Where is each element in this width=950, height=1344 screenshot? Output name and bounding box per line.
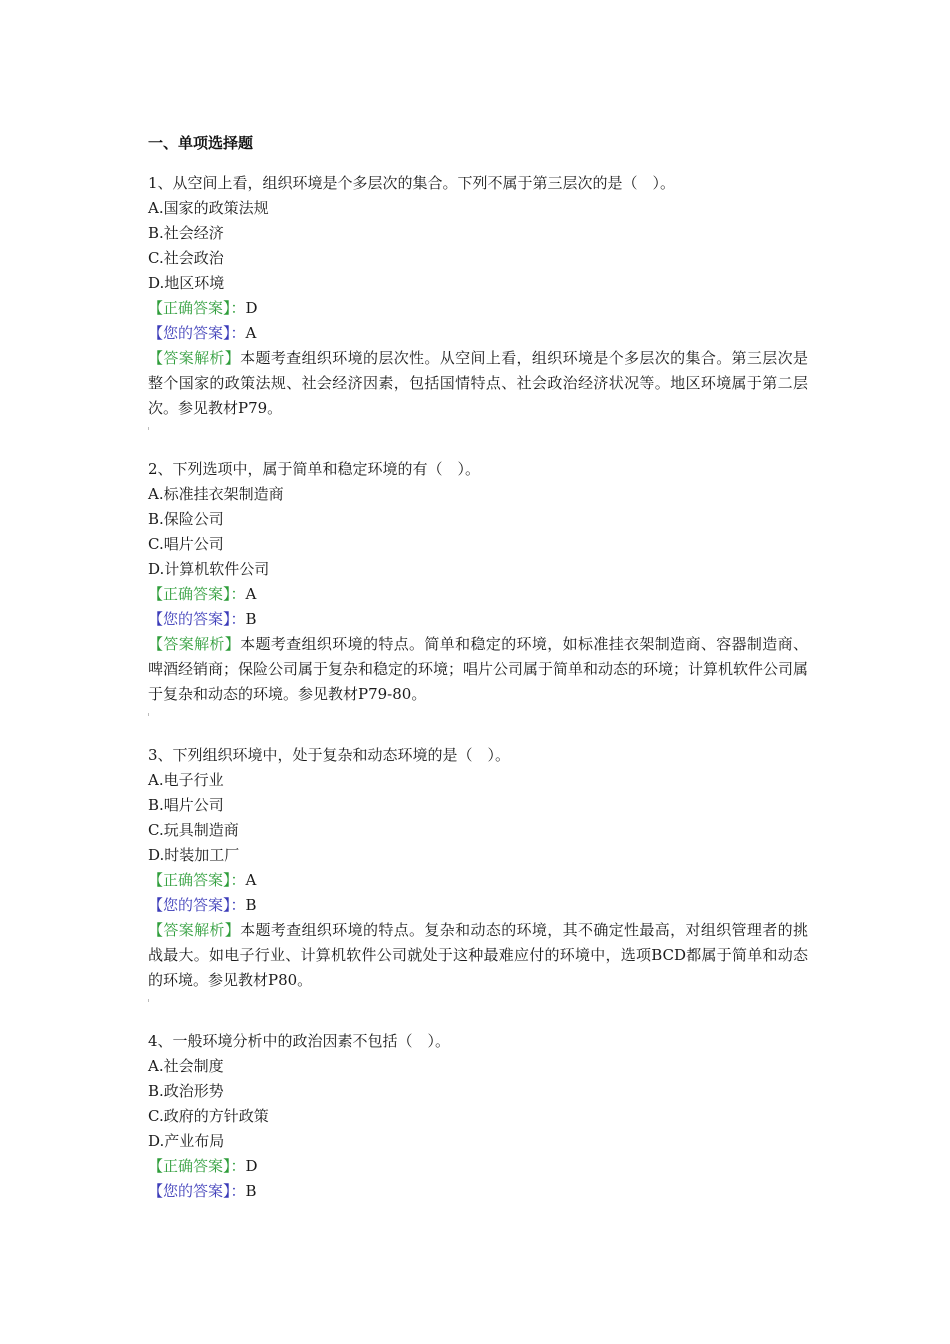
option-d: D.计算机软件公司 — [148, 560, 270, 578]
option-c: C.玩具制造商 — [148, 821, 239, 839]
question-stem: 2、下列选项中，属于简单和稳定环境的有（ ）。 — [148, 460, 481, 478]
your-answer-value: A — [245, 324, 257, 342]
colon: ： — [230, 871, 246, 889]
question-1 — [148, 171, 808, 457]
your-answer-row — [148, 321, 808, 346]
divider-mark — [148, 707, 808, 743]
question-stem: 4、一般环境分析中的政治因素不包括（ ）。 — [148, 1032, 451, 1050]
answer-analysis — [148, 918, 808, 993]
correct-answer-row — [148, 1154, 808, 1179]
answer-analysis — [148, 346, 808, 421]
colon: ： — [230, 299, 246, 317]
analysis-text: 本题考查组织环境的特点。复杂和动态的环境，其不确定性最高，对组织管理者的挑战最大。如电子行业、计算机软件公司就处于这种最难应付的环境中，选项BCD都属于简单和动态的环境。参见教材P80。 — [148, 921, 808, 989]
colon: ： — [230, 610, 246, 628]
colon: ： — [230, 1157, 246, 1175]
correct-answer-value: D — [245, 1157, 258, 1175]
option-d: D.时装加工厂 — [148, 846, 240, 864]
answer-analysis — [148, 632, 808, 707]
your-answer-label: 【您的答案】 — [148, 1182, 231, 1200]
analysis-label: 【答案解析】 — [148, 921, 241, 939]
correct-answer-row — [148, 582, 808, 607]
question-stem: 1、从空间上看，组织环境是个多层次的集合。下列不属于第三层次的是（ ）。 — [148, 174, 676, 192]
option-d: D.地区环境 — [148, 274, 225, 292]
correct-answer-row — [148, 296, 808, 321]
colon: ： — [230, 585, 246, 603]
colon: ： — [230, 324, 246, 342]
correct-answer-row — [148, 868, 808, 893]
question-3 — [148, 743, 808, 1029]
option-c: C.唱片公司 — [148, 535, 224, 553]
option-b: B.政治形势 — [148, 1082, 224, 1100]
divider-mark — [148, 993, 808, 1029]
your-answer-row — [148, 1179, 808, 1204]
question-stem: 3、下列组织环境中，处于复杂和动态环境的是（ ）。 — [148, 746, 511, 764]
option-c: C.社会政治 — [148, 249, 224, 267]
option-a: A.标准挂衣架制造商 — [148, 485, 284, 503]
option-b: B.保险公司 — [148, 510, 224, 528]
analysis-text: 本题考查组织环境的层次性。从空间上看，组织环境是个多层次的集合。第三层次是整个国家的政策法规、社会经济因素，包括国情特点、社会政治经济状况等。地区环境属于第二层次。参见教材P79。 — [148, 349, 808, 417]
your-answer-label: 【您的答案】 — [148, 896, 231, 914]
your-answer-value: B — [245, 610, 257, 628]
your-answer-label: 【您的答案】 — [148, 610, 231, 628]
question-4 — [148, 1029, 808, 1204]
correct-answer-value: A — [245, 585, 257, 603]
analysis-text: 本题考查组织环境的特点。简单和稳定的环境，如标准挂衣架制造商、容器制造商、啤酒经销商；保险公司属于复杂和稳定的环境；唱片公司属于简单和动态的环境；计算机软件公司属于复杂和动态的环境。参见教材P79-80。 — [148, 635, 809, 703]
your-answer-row — [148, 607, 808, 632]
option-c: C.政府的方针政策 — [148, 1107, 269, 1125]
option-b: B.社会经济 — [148, 224, 224, 242]
colon: ： — [230, 896, 246, 914]
correct-answer-label: 【正确答案】 — [148, 1157, 231, 1175]
correct-answer-label: 【正确答案】 — [148, 871, 231, 889]
option-a: A.社会制度 — [148, 1057, 224, 1075]
your-answer-row — [148, 893, 808, 918]
your-answer-value: B — [245, 1182, 257, 1200]
correct-answer-value: D — [245, 299, 258, 317]
correct-answer-label: 【正确答案】 — [148, 585, 231, 603]
option-b: B.唱片公司 — [148, 796, 224, 814]
analysis-label: 【答案解析】 — [148, 349, 241, 367]
divider-mark — [148, 421, 808, 457]
your-answer-value: B — [245, 896, 257, 914]
section-title: 一、单项选择题 — [148, 134, 254, 152]
option-a: A.国家的政策法规 — [148, 199, 269, 217]
question-2 — [148, 457, 808, 743]
colon: ： — [230, 1182, 246, 1200]
correct-answer-label: 【正确答案】 — [148, 299, 231, 317]
option-a: A.电子行业 — [148, 771, 224, 789]
your-answer-label: 【您的答案】 — [148, 324, 231, 342]
option-d: D.产业布局 — [148, 1132, 225, 1150]
correct-answer-value: A — [245, 871, 257, 889]
document-page — [148, 131, 808, 1204]
analysis-label: 【答案解析】 — [148, 635, 241, 653]
